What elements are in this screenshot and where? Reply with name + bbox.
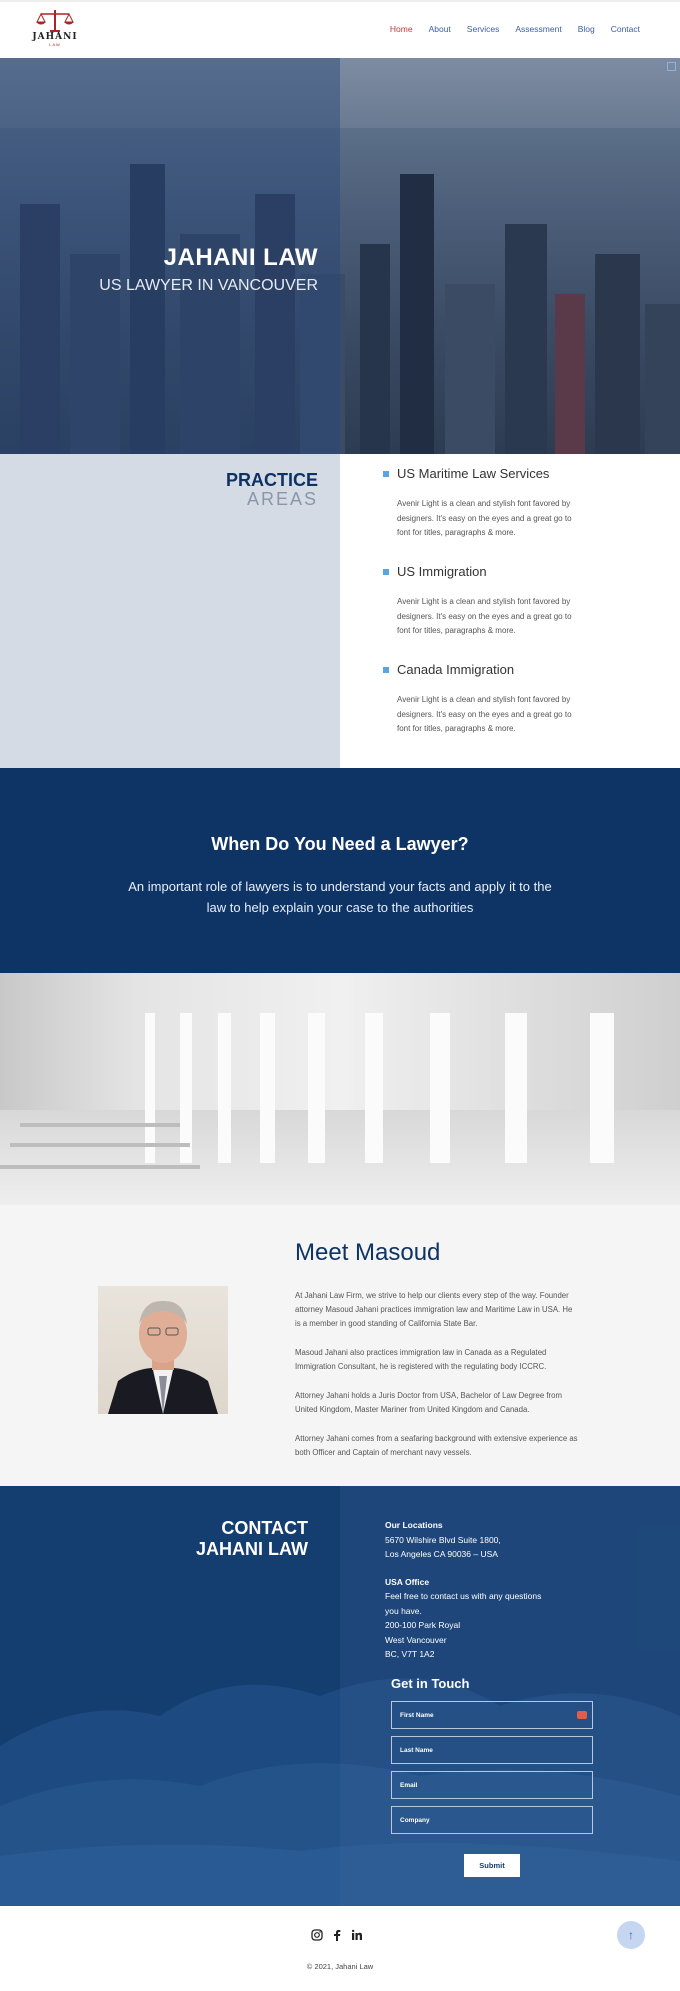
contact-title-line2: JAHANI LAW bbox=[196, 1539, 308, 1559]
practice-item bbox=[383, 564, 583, 639]
get-in-touch-title: Get in Touch bbox=[391, 1676, 470, 1691]
autofill-icon[interactable] bbox=[577, 1711, 587, 1719]
email-field[interactable] bbox=[391, 1771, 593, 1799]
submit-button[interactable]: Submit bbox=[464, 1854, 520, 1877]
main-nav bbox=[390, 24, 640, 34]
back-to-top-button[interactable] bbox=[617, 1921, 645, 1949]
contact-title-line1: CONTACT bbox=[221, 1518, 308, 1538]
arrow-up-icon: ↑ bbox=[628, 1928, 634, 1942]
contact-title bbox=[196, 1518, 308, 1560]
last-name-field[interactable] bbox=[391, 1736, 593, 1764]
need-lawyer-title: When Do You Need a Lawyer? bbox=[211, 834, 469, 854]
site-header bbox=[0, 0, 680, 58]
brand-sub: LAW bbox=[49, 42, 61, 47]
hero-building bbox=[595, 254, 640, 454]
practice-item-desc: Avenir Light is a clean and stylish font favored by designers. It's easy on the eyes and a great go to font for titles, paragraphs & more. bbox=[397, 695, 572, 733]
practice-item bbox=[383, 466, 583, 541]
corridor-image bbox=[0, 973, 680, 1205]
hero-section bbox=[0, 58, 680, 454]
locations-title: Our Locations bbox=[385, 1520, 443, 1530]
hero-building bbox=[360, 244, 390, 454]
first-name-field[interactable] bbox=[391, 1701, 593, 1729]
email-label: Email bbox=[400, 1782, 418, 1789]
copyright-text: © 2021, Jahani Law bbox=[306, 1962, 374, 1971]
light-beam bbox=[260, 1013, 275, 1163]
meet-title: Meet Masoud bbox=[295, 1239, 441, 1266]
practice-item-title: Canada Immigration bbox=[397, 662, 515, 677]
meet-paragraph: Attorney Jahani comes from a seafaring background with extensive experience as both Officer and Captain of merchant navy vessels. bbox=[295, 1434, 578, 1457]
practice-subtitle: AREAS bbox=[246, 489, 318, 509]
site-footer bbox=[0, 1906, 680, 1991]
company-label: Company bbox=[400, 1817, 430, 1824]
brand-name: JAHANI bbox=[32, 32, 78, 42]
hero-building bbox=[445, 284, 495, 454]
office-line: 200-100 Park Royal bbox=[385, 1620, 461, 1630]
hero-building bbox=[645, 304, 680, 454]
meet-paragraph: Attorney Jahani holds a Juris Doctor from USA, Bachelor of Law Degree from United Kingdom, Master Mariner from United Kingdom and Canada. bbox=[295, 1391, 562, 1414]
instagram-icon[interactable] bbox=[311, 1929, 323, 1941]
office-line: Feel free to contact us with any questions bbox=[385, 1591, 542, 1601]
expand-icon[interactable] bbox=[667, 62, 676, 71]
contact-info bbox=[385, 1518, 541, 1662]
location-line: 5670 Wilshire Blvd Suite 1800, bbox=[385, 1534, 501, 1545]
light-beam bbox=[430, 1013, 450, 1163]
social-links bbox=[311, 1929, 363, 1941]
nav-blog[interactable]: Blog bbox=[577, 24, 595, 34]
light-beam bbox=[180, 1013, 192, 1163]
nav-services[interactable]: Services bbox=[466, 24, 500, 34]
nav-contact[interactable]: Contact bbox=[610, 24, 640, 34]
bullet-square-icon bbox=[383, 471, 389, 477]
need-lawyer-section bbox=[0, 768, 680, 973]
practice-item-desc: Avenir Light is a clean and stylish font favored by designers. It's easy on the eyes and a great go to font for titles, paragraphs & more. bbox=[397, 499, 572, 537]
hero-building bbox=[400, 174, 434, 454]
last-name-label: Last Name bbox=[400, 1747, 433, 1754]
office-line: you have. bbox=[385, 1605, 422, 1616]
company-field[interactable] bbox=[391, 1806, 593, 1834]
meet-paragraph: At Jahani Law Firm, we strive to help our clients every step of the way. Founder attorney Masoud Jahani practices immigration law and Maritime Law in USA. He is a member in good standing of California State Bar. bbox=[295, 1291, 573, 1328]
bullet-square-icon bbox=[383, 667, 389, 673]
hero-title: JAHANI LAW bbox=[163, 244, 318, 271]
shadow-stripe bbox=[20, 1123, 180, 1127]
facebook-icon[interactable] bbox=[333, 1929, 341, 1941]
meet-paragraph: Masoud Jahani also practices immigration law in Canada as a Regulated Immigration Consultant, he is registered with the regulating body ICCRC. bbox=[295, 1348, 547, 1371]
office-title: USA Office bbox=[385, 1576, 430, 1587]
practice-item-title: US Maritime Law Services bbox=[397, 466, 550, 481]
hero-building bbox=[505, 224, 547, 454]
practice-item-title: US Immigration bbox=[397, 564, 487, 579]
meet-section bbox=[0, 1205, 680, 1486]
hero-building bbox=[555, 294, 585, 454]
light-beam bbox=[308, 1013, 325, 1163]
nav-home[interactable]: Home bbox=[389, 24, 413, 34]
light-beam bbox=[145, 1013, 155, 1163]
bullet-square-icon bbox=[383, 569, 389, 575]
scales-icon bbox=[35, 8, 75, 34]
nav-about[interactable]: About bbox=[428, 24, 451, 34]
linkedin-icon[interactable] bbox=[351, 1929, 363, 1941]
brand-logo[interactable] bbox=[32, 8, 78, 56]
light-beam bbox=[218, 1013, 231, 1163]
light-beam bbox=[505, 1013, 527, 1163]
portrait-photo bbox=[98, 1286, 228, 1414]
first-name-label: First Name bbox=[400, 1712, 434, 1719]
practice-item bbox=[383, 662, 583, 737]
practice-item-desc: Avenir Light is a clean and stylish font favored by designers. It's easy on the eyes and a great go to font for titles, paragraphs & more. bbox=[397, 597, 572, 635]
light-beam bbox=[365, 1013, 383, 1163]
shadow-stripe bbox=[0, 1165, 200, 1169]
nav-assessment[interactable]: Assessment bbox=[515, 24, 562, 34]
office-line: BC, V7T 1A2 bbox=[385, 1649, 435, 1659]
practice-title: PRACTICE bbox=[225, 470, 318, 490]
need-lawyer-text: An important role of lawyers is to understand your facts and apply it to the law to help explain your case to the authorities bbox=[128, 879, 552, 915]
location-line: Los Angeles CA 90036 – USA bbox=[385, 1549, 498, 1559]
light-beam bbox=[590, 1013, 614, 1163]
practice-areas-section bbox=[0, 454, 680, 768]
hero-subtitle: US LAWYER IN VANCOUVER bbox=[99, 277, 318, 294]
contact-section bbox=[0, 1486, 680, 1906]
office-line: West Vancouver bbox=[385, 1634, 447, 1645]
shadow-stripe bbox=[10, 1143, 190, 1147]
